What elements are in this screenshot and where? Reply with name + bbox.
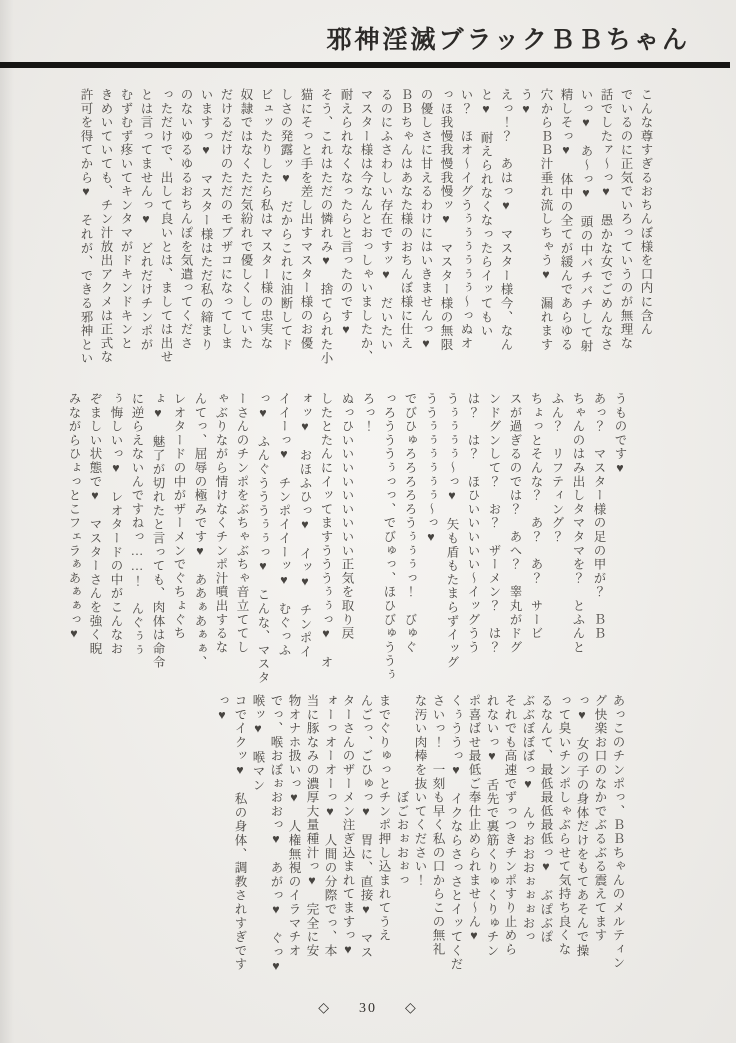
page-number: 30 (359, 1001, 377, 1016)
text-column: 精しそっ♥ 体中の全てが緩んであらゆる (559, 88, 573, 352)
text-column: 穴からＢＢ汁垂れ流しちゃう♥ 漏れます (539, 88, 553, 352)
text-column: ーさんのチンポをぶちゃぶちゃ音立ててし (235, 392, 249, 655)
text-column: でいるのに正気でいろっていうのが無理な (619, 88, 633, 351)
text-column: ォッ♥ おほふひっ♥ イッ♥ チンポイ (298, 392, 312, 659)
text-column: 猫にそっと手を差し出すマスター様のお優 (299, 88, 313, 351)
text-column: 喉ッ♥ 喉マン (251, 694, 265, 793)
text-column: んてっ、屈辱の極みです♥ ああぁあぁぁ、 (193, 392, 207, 670)
text-column: ちょっとそんな？ あ？ あ？ サービ (529, 392, 543, 641)
text-column: だけるだけのただのモブザコになってしま (219, 88, 233, 351)
text-column: とは言ってませんっ♥ どれだけチンポが (139, 88, 153, 352)
text-column: ふん？ リフティング？ (550, 392, 564, 544)
text-column: の優しさに甘えるわけにはいきませんっ♥ (419, 88, 433, 352)
text-column: えっ！？ あはっ♥ マスター様今、なん (499, 88, 513, 352)
text-column: そう、これはただの憐れみ♥ 捨てられた小 (319, 88, 333, 366)
text-column: るのにふさわしい存在ですッ♥ だいたい (379, 88, 393, 352)
page-footer (0, 1000, 736, 1017)
text-column: でっ、喉おぼぉおおっ♥ あがっ♥ ぐっ♥ (269, 694, 283, 975)
text-column: ょ♥ 魅了が切れたと言っても、肉体は命令 (151, 392, 165, 670)
text-column: 当に豚なみの濃厚大量種汁っ♥ 完全に安 (305, 694, 319, 958)
text-column: ぅ悔しいっ♥ レオタードの中がこんなお (109, 392, 123, 656)
text-column: ぶぶぼぼぼっ♥ んゥおおおぉぉぉおっ (521, 694, 535, 944)
text-column: っ♥ 女の子の身体だけをもてあそんで操 (575, 694, 589, 958)
text-column: 話でしたァ〜っ♥ 愚かな女でごめんなさ (599, 88, 613, 352)
text-column: スが過ぎるのでは？ あへ？ 睾丸がドグ (508, 392, 522, 655)
text-column: れないっ♥ 舌先で裏筋くりゅくりゅチン (485, 694, 499, 958)
text-column: 物オナホ扱いっ♥ 人権無視のイラマチオ (287, 694, 301, 958)
text-column: ォーっオーオーっ♥ 人間の分際でっ、本 (323, 694, 337, 958)
header-divider-rule (0, 62, 730, 68)
text-column: うぅぅぅぅ〜っ♥ 矢も盾もたまらずイッグ (445, 392, 459, 670)
text-column: までぐりゅっとチンポ押し込まれてうえ (377, 694, 391, 943)
page-header-title: 邪神淫滅ブラックＢＢちゃん (326, 27, 690, 54)
text-column: ゃぶりながら情けなくチンポ汁噴出するな (214, 392, 228, 655)
text-column: っただけで、出して良いとは、ましては出せ (159, 88, 173, 364)
text-column: でびひゅろろろろろうぅぅぅっ！ びゅぐ (403, 392, 417, 655)
text-column: したとたんにイッてますうううぅぅっ♥ オ (319, 392, 333, 670)
text-column: ろっ！ (361, 392, 375, 434)
text-column: あっこのチンポっ、ＢＢちゃんのメルティン (611, 694, 625, 970)
vertical-text-block-bottom (210, 694, 624, 990)
text-column: るなんて、最低最低最低っ♥ ぶぽぶぽ (539, 694, 553, 944)
vertical-text-block-middle (59, 392, 626, 688)
text-column: ンドグンして？ お？ ザーメン？ は？ (487, 392, 501, 655)
text-column: っ♥ (215, 694, 229, 724)
text-column: コでイクッ♥ 私の身体、調教されすぎです (233, 694, 247, 972)
vertical-text-block-top (72, 88, 652, 380)
text-column: ポ喜ばせ最低ご奉仕止められませ〜ん♥ (467, 694, 481, 944)
text-column: こんな尊すぎるおちんぼ様を口内に含ん (639, 88, 653, 337)
text-column: い？ ほオ〜イグうぅぅぅぅぅぅ〜っぬオ (459, 88, 473, 351)
text-column: それでも高速でずっつきチンポすり止めら (503, 694, 517, 957)
text-column: んごっ、ごひゅっ♥ 胃に、直接♥ マス (359, 694, 373, 960)
text-column: くぅううっ♥ イクならさっさとイッてくだ (449, 694, 463, 972)
text-column: って臭いチンポしゃぶらせて気持ち良くな (557, 694, 571, 957)
text-column: 奴隷ではなくただ気紛れで優しくしていた (239, 88, 253, 351)
text-column: 許可を得てから♥ それが、できる邪神とい (79, 88, 93, 366)
text-column: いっ♥ あ〜っ♥ 頭の中バチバチして射 (579, 88, 593, 354)
text-column: ＢＢちゃんはあなた様のおちんぼ様に仕え (399, 88, 413, 351)
text-column: むずむず疼いてキンタマがドキンドキンと (119, 88, 133, 351)
text-column: ぬっひいいいいいいいいい正気を取り戻 (340, 392, 354, 641)
text-column: と♥ 耐えられなくなったらイッてもい (479, 88, 493, 338)
text-column: きめいていても、チン汁放出アクメは正式な (99, 88, 113, 364)
text-column: さいっ！ 一刻も早く私の口からこの無礼 (431, 694, 445, 957)
footer-diamond-right-icon: ◇ (405, 1001, 418, 1016)
text-column: のないゆるゆるおちんぽを気遣ってくださ (179, 88, 193, 351)
text-column: グ快楽お口のなかでぶるぶる震えてます (593, 694, 607, 943)
text-column: あっ？ マスター様の足の甲が？ ＢＢ (592, 392, 606, 641)
text-column: な汚い肉棒を抜いてください！ (413, 694, 427, 888)
text-column: ビュッたりしたら私はマスター様の忠実な (259, 88, 273, 351)
text-column: っろうううぅっっ、でびゅっ、ほひびゅううぅ (382, 392, 396, 682)
text-column: は？ は？ ほひいいいいい〜イッグうう (466, 392, 480, 655)
text-column: マスター様は今なんとおっしゃいましたか、 (359, 88, 373, 364)
text-column: うものです♥ (613, 392, 627, 477)
text-column: イイーっ♥ チンポイイーッ♥ むぐっふ (277, 392, 291, 658)
text-column: 耐えられなくなったらと言ったのです♥ (339, 88, 353, 338)
text-column: う♥ (519, 88, 533, 118)
text-column: しさの発露ッ♥ だからこれに油断してド (279, 88, 293, 352)
text-column: に逆らえないんですねっ……！ んぐぅぅ (130, 392, 144, 658)
text-column: ターさんのザーメン注ぎ込まれてますっ♥ (341, 694, 355, 958)
text-column: っ♥ ふんぐうううぅぅっ♥ こんな、マスタ (256, 392, 270, 685)
text-column: みながらひょっとこフェラぁあぁぁっ♥ (67, 392, 81, 642)
text-column: ちゃんのはみ出しタマタマを？ とふんと (571, 392, 585, 655)
text-column: ううぅぅぅぅぅぅ〜っ♥ (424, 392, 438, 546)
text-column: ぞましい状態で♥ マスターさんを強く睨 (88, 392, 102, 656)
text-column: レオタードの中がザーメンでぐちょぐち (172, 392, 186, 641)
footer-diamond-left-icon: ◇ (318, 1001, 331, 1016)
text-column: ぼごおぉおぉっ (395, 694, 409, 888)
text-column: いますっ♥ マスター様はただ私の締まり (199, 88, 213, 352)
text-column: っほ我慢我慢我慢ッ♥ マスター様の無限 (439, 88, 453, 352)
